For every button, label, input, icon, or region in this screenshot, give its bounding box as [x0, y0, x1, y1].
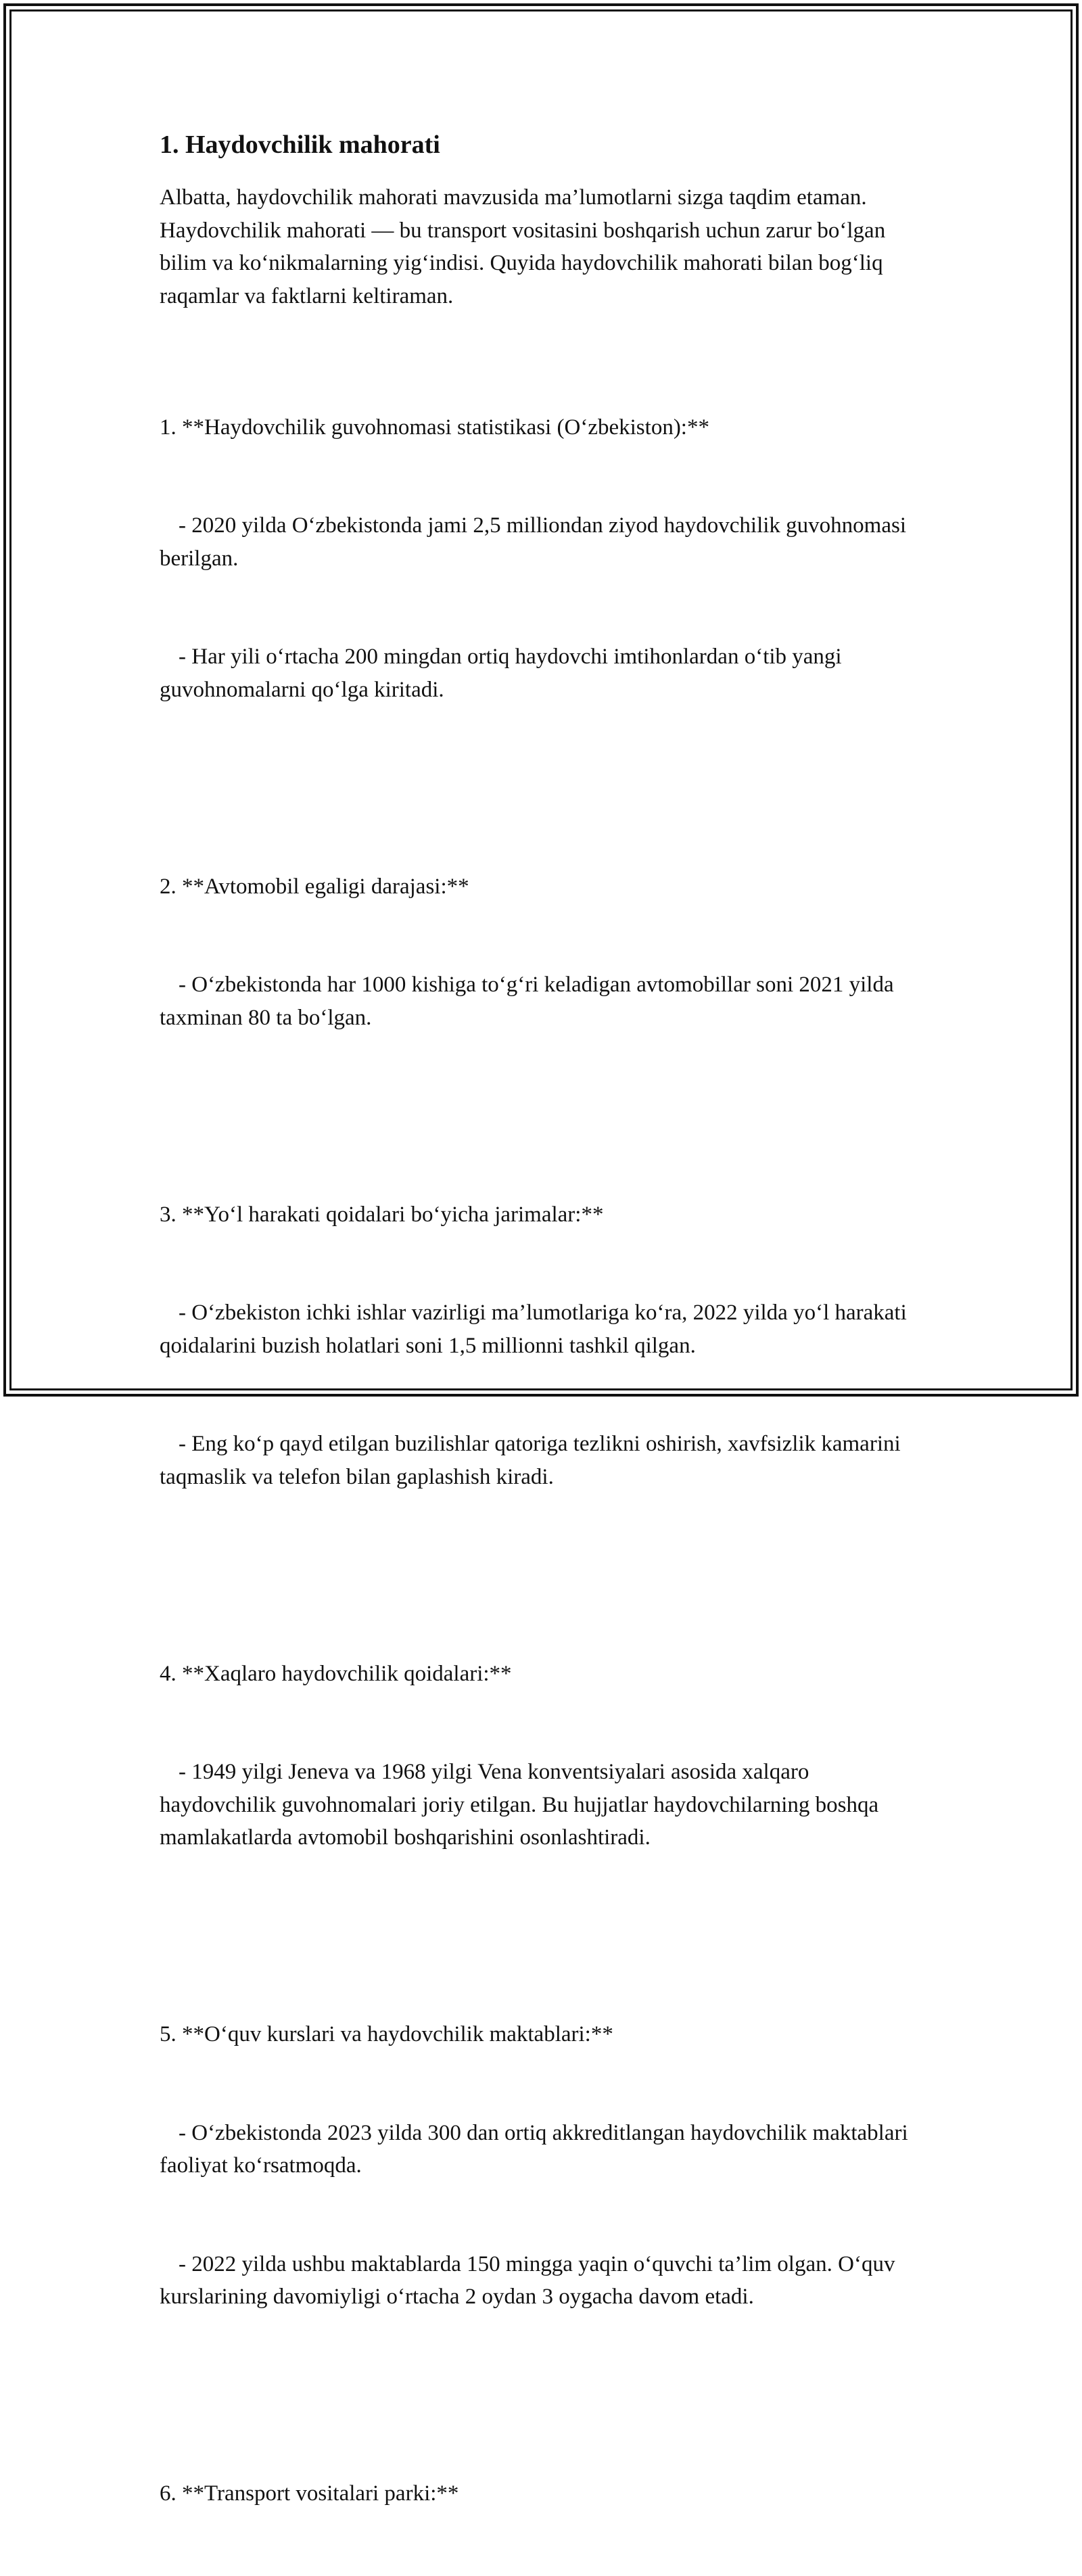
section-heading: 3. **Yo‘l harakati qoidalari bo‘yicha jarimalar:**	[160, 1202, 604, 1227]
section-item: - 2020 yilda O‘zbekistonda jami 2,5 milliondan ziyod haydovchilik guvohnomasi berilgan.	[160, 513, 912, 571]
document-body	[160, 128, 931, 2576]
section-6	[160, 2412, 931, 2576]
section-item: - 1949 yilgi Jeneva va 1968 yilgi Vena konventsiyalari asosida xalqaro haydovchilik guvohnomalari joriy etilgan. Bu hujjatlar haydovchilarning boshqa mamlakatlarda avtomobil boshqarishini osonlashtiradi.	[160, 1760, 885, 1850]
section-1	[160, 346, 931, 772]
intro-paragraph: Albatta, haydovchilik mahorati mavzusida ma’lumotlarni sizga taqdim etaman. Haydovchilik mahorati — bu transport vositasini boshqarish uchun zarur bo‘lgan bilim va ko‘nikmalarning yig‘indisi. Quyida haydovchilik mahorati bilan bog‘liq raqamlar va faktlarni keltiraman.	[160, 185, 891, 308]
document-title: 1. Haydovchilik mahorati	[160, 131, 440, 159]
section-item: - O‘zbekiston ichki ishlar vazirligi ma’lumotlariga ko‘ra, 2022 yilda yo‘l harakati qoidalarini buzish holatlari soni 1,5 millionni tashkil qilgan.	[160, 1301, 913, 1358]
section-heading: 6. **Transport vositalari parki:**	[160, 2481, 459, 2506]
section-item: - O‘zbekistonda har 1000 kishiga to‘g‘ri keladigan avtomobillar soni 2021 yilda taxminan 80 ta bo‘lgan.	[160, 973, 899, 1030]
section-heading: 1. **Haydovchilik guvohnomasi statistikasi (O‘zbekiston):**	[160, 415, 709, 440]
section-heading: 2. **Avtomobil egaligi darajasi:**	[160, 874, 469, 899]
section-item: - Eng ko‘p qayd etilgan buzilishlar qatoriga tezlikni oshirish, xavfsizlik kamarini taqmaslik va telefon bilan gaplashish kiradi.	[160, 1432, 906, 1489]
section-heading: 4. **Xaqlaro haydovchilik qoidalari:**	[160, 1661, 512, 1686]
section-item: - O‘zbekistonda 2023 yilda 300 dan ortiq akkreditlangan haydovchilik maktablari faoliyat ko‘rsatmoqda.	[160, 2120, 914, 2178]
section-5	[160, 1952, 931, 2379]
section-item: - Har yili o‘rtacha 200 mingdan ortiq haydovchi imtihonlardan o‘tib yangi guvohnomalarni qo‘lga kiritadi.	[160, 645, 847, 702]
section-2	[160, 805, 931, 1100]
section-item: - 2022 yilda ushbu maktablarda 150 mingga yaqin o‘quvchi ta’lim olgan. O‘quv kurslarining davomiyligi o‘rtacha 2 oydan 3 oygacha davom etadi.	[160, 2251, 901, 2309]
section-4	[160, 1592, 931, 1920]
section-3	[160, 1133, 931, 1560]
section-heading: 5. **O‘quv kurslari va haydovchilik maktablari:**	[160, 2022, 613, 2046]
